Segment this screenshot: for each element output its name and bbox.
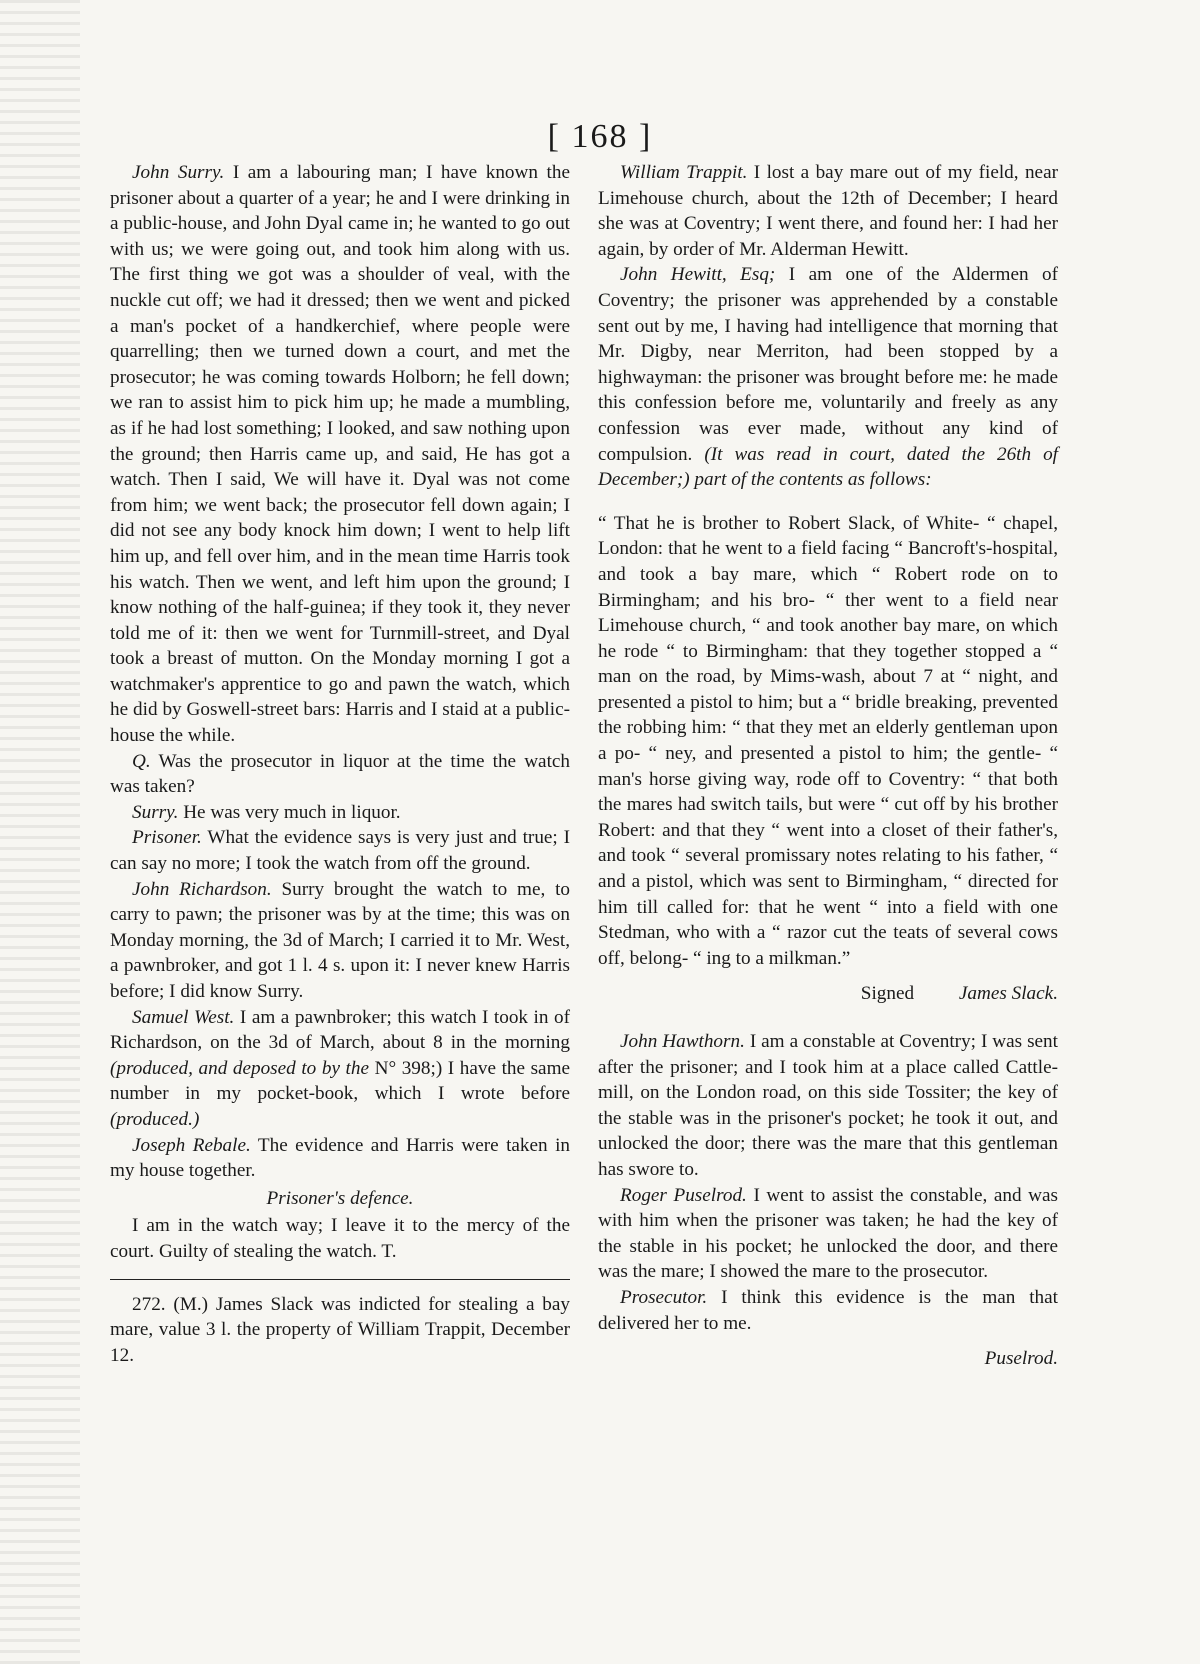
section-heading: Prisoner's defence.: [266, 1187, 414, 1209]
signed-name: James Slack.: [958, 983, 1058, 1005]
paragraph-text: I went to assist the constable, and was with him when the prisoner was taken; he had the key of the stable in his pocket; he unlocked the door, and there was the mare; I showed the mare to the prosecutor.: [598, 1184, 1059, 1283]
catchword: Puselrod.: [984, 1348, 1058, 1370]
speaker-name: John Hawthorn.: [620, 1031, 745, 1052]
quote-text: “ That he is brother to Robert Slack, of White- “ chapel, London: that he went to a field facing “ Bancroft's-hospital, and took a bay mare, which “ Robert rode on to Birmingham; and his bro- “ ther went to a field near Limehouse church, “ and took another bay mare, on which he rode “ to Birmingham: that they together stopped a “ man on the road, by Mims-wash, about 7 at “ night, and presented a pistol to him; but a “ bridle breaking, prevented the robbing him: “ that they met an elderly gentleman upon a po- “ ney, and presented a pistol to him; the gentle- “ man's horse giving way, rode off to Coventry: “ that both the mares had switch tails, but were “ cut off by his brother Robert: and that they “ went into a closet of their father's, and took “ several promissary notes relating to his father, “ and a pistol, which was sent to Birmingham, “ directed for him till called for: that he went “ into a field with one Stedman, who with a “ razor cut the teats of several cows off, belong- “ ing to a milkman.”: [598, 512, 1058, 969]
page-binding-edge: [0, 0, 80, 1664]
signature-line: [598, 981, 1058, 1007]
paragraph-text: Surry brought the watch to me, to carry to pawn; the prisoner was by at the time; this was on Monday morning, the 3d of March; I carried it to Mr. West, a pawnbroker, and got 1 l. 4 s. upon it: I never knew Harris before; I did know Surry.: [110, 878, 571, 1002]
page-number: [ 168 ]: [547, 118, 653, 155]
paragraph-text: I am a labouring man; I have known the prisoner about a quarter of a year; he and I were drinking in a public-house, and John Dyal came in; he wanted to go out with us; we were going out, and took him along with us. The first thing we got was a shoulder of veal, with the nuckle cut off; we had it dressed; then we went and picked a man's pocket of a handkerchief, where people were quarrelling; then we turned down a court, and met the prosecutor; he was coming towards Holborn; he fell down; we ran to assist him to pick him up; he made a mumbling, as if he had lost something; I looked, and saw nothing upon the ground; then Harris came up, and said, He has got a watch. Then I said, We will have it. Dyal was not come from him; we went back; the prosecutor fell down again; I did not see any body knock him down; I went to help lift him up, and fell over him, and in the mean time Harris took his watch. Then we went, and left him upon the ground; I know nothing of the half-guinea; if they took it, they never told me of it: then we went for Turnmill-street, and Dyal took a breast of mutton. On the Monday morning I got a watchmaker's apprentice to go and pawn the watch, which he did by Goswell-street bars: Harris and I staid at a public-house the while.: [110, 162, 570, 747]
paragraph-prisoner: [110, 825, 570, 876]
paragraph-joseph-rebale: [110, 1133, 570, 1184]
paragraph-text: I think this evidence is the man that delivered her to me.: [598, 1286, 1058, 1334]
paragraph-surry: [110, 800, 570, 826]
signed-label: Signed: [860, 983, 915, 1005]
paragraph-text: I am one of the Aldermen of Coventry; the prisoner was apprehended by a constable sent out by me, I having had intelligence that morning that Mr. Digby, near Merriton, had been stopped by a highwayman: the prisoner was brought before me: he made this confession before me, voluntarily and freely as any confession was ever made, without any kind of compulsion.: [598, 264, 1059, 465]
paragraph-text: I am a pawnbroker; this watch I took in of Richardson, on the 3d of March, about 8 in the morning: [110, 1006, 570, 1054]
paragraph-prosecutor: [598, 1285, 1058, 1336]
paragraph-italic: (produced.): [110, 1108, 200, 1130]
left-column: [110, 160, 570, 1368]
paragraph-text: Was the prosecutor in liquor at the time the watch was taken?: [110, 750, 571, 798]
paragraph-samuel-west: [110, 1005, 570, 1133]
speaker-name: William Trappit.: [620, 162, 748, 183]
speaker-name: Joseph Rebale.: [132, 1134, 251, 1156]
speaker-name: John Hewitt, Esq;: [620, 264, 776, 286]
paragraph-john-hawthorn: [598, 1029, 1058, 1183]
speaker-name: Prisoner.: [132, 827, 202, 849]
speaker-name: Surry.: [132, 801, 179, 823]
paragraph-john-surry: [110, 160, 570, 749]
paragraph-case-272: 272. (M.) James Slack was indicted for stealing a bay mare, value 3 l. the property of William Trappit, December 12.: [110, 1293, 570, 1366]
paragraph-william-trappit: [598, 160, 1058, 262]
paragraph-question: [110, 749, 570, 800]
right-column: [598, 160, 1058, 1372]
paragraph-text: He was very much in liquor.: [183, 801, 401, 823]
paragraph-italic: (It was read in court, dated the 26th of December;) part of the contents as follows:: [598, 443, 1059, 491]
speaker-name: John Richardson.: [132, 878, 272, 900]
section-divider: [110, 1279, 570, 1280]
speaker-name: John Surry.: [132, 162, 225, 183]
speaker-name: Prosecutor.: [620, 1286, 708, 1308]
paragraph-john-hewitt: [598, 262, 1058, 492]
paragraph-defence: I am in the watch way; I leave it to the mercy of the court. Guilty of stealing the watch. T.: [110, 1215, 570, 1262]
speaker-name: Samuel West.: [132, 1006, 235, 1028]
paragraph-text: I lost a bay mare out of my field, near Limehouse church, about the 12th of December; I heard she was at Coventry; I went there, and found her: I had her again, by order of Mr. Alderman Hewitt.: [598, 162, 1058, 260]
confession-quote: [598, 511, 1058, 972]
paragraph-john-richardson: [110, 877, 570, 1005]
paragraph-text: N° 398;) I have the same number in my pocket-book, which I wrote before: [110, 1057, 571, 1105]
paragraph-roger-puselrod: [598, 1183, 1058, 1285]
paragraph-text: The evidence and Harris were taken in my house together.: [110, 1134, 570, 1182]
paragraph-text: What the evidence says is very just and true; I can say no more; I took the watch from off the ground.: [110, 827, 570, 875]
paragraph-italic: (produced, and deposed to by the: [110, 1057, 369, 1079]
speaker-name: Q.: [132, 750, 151, 772]
paragraph-text: I am a constable at Coventry; I was sent after the prisoner; and I took him at a place called Cattle-mill, on the London road, on this side Tossiter; the key of the stable was in the prisoner's pocket; he took it out, and unlocked the door; there was the mare that this gentleman has swore to.: [598, 1031, 1058, 1180]
speaker-name: Roger Puselrod.: [620, 1184, 747, 1206]
